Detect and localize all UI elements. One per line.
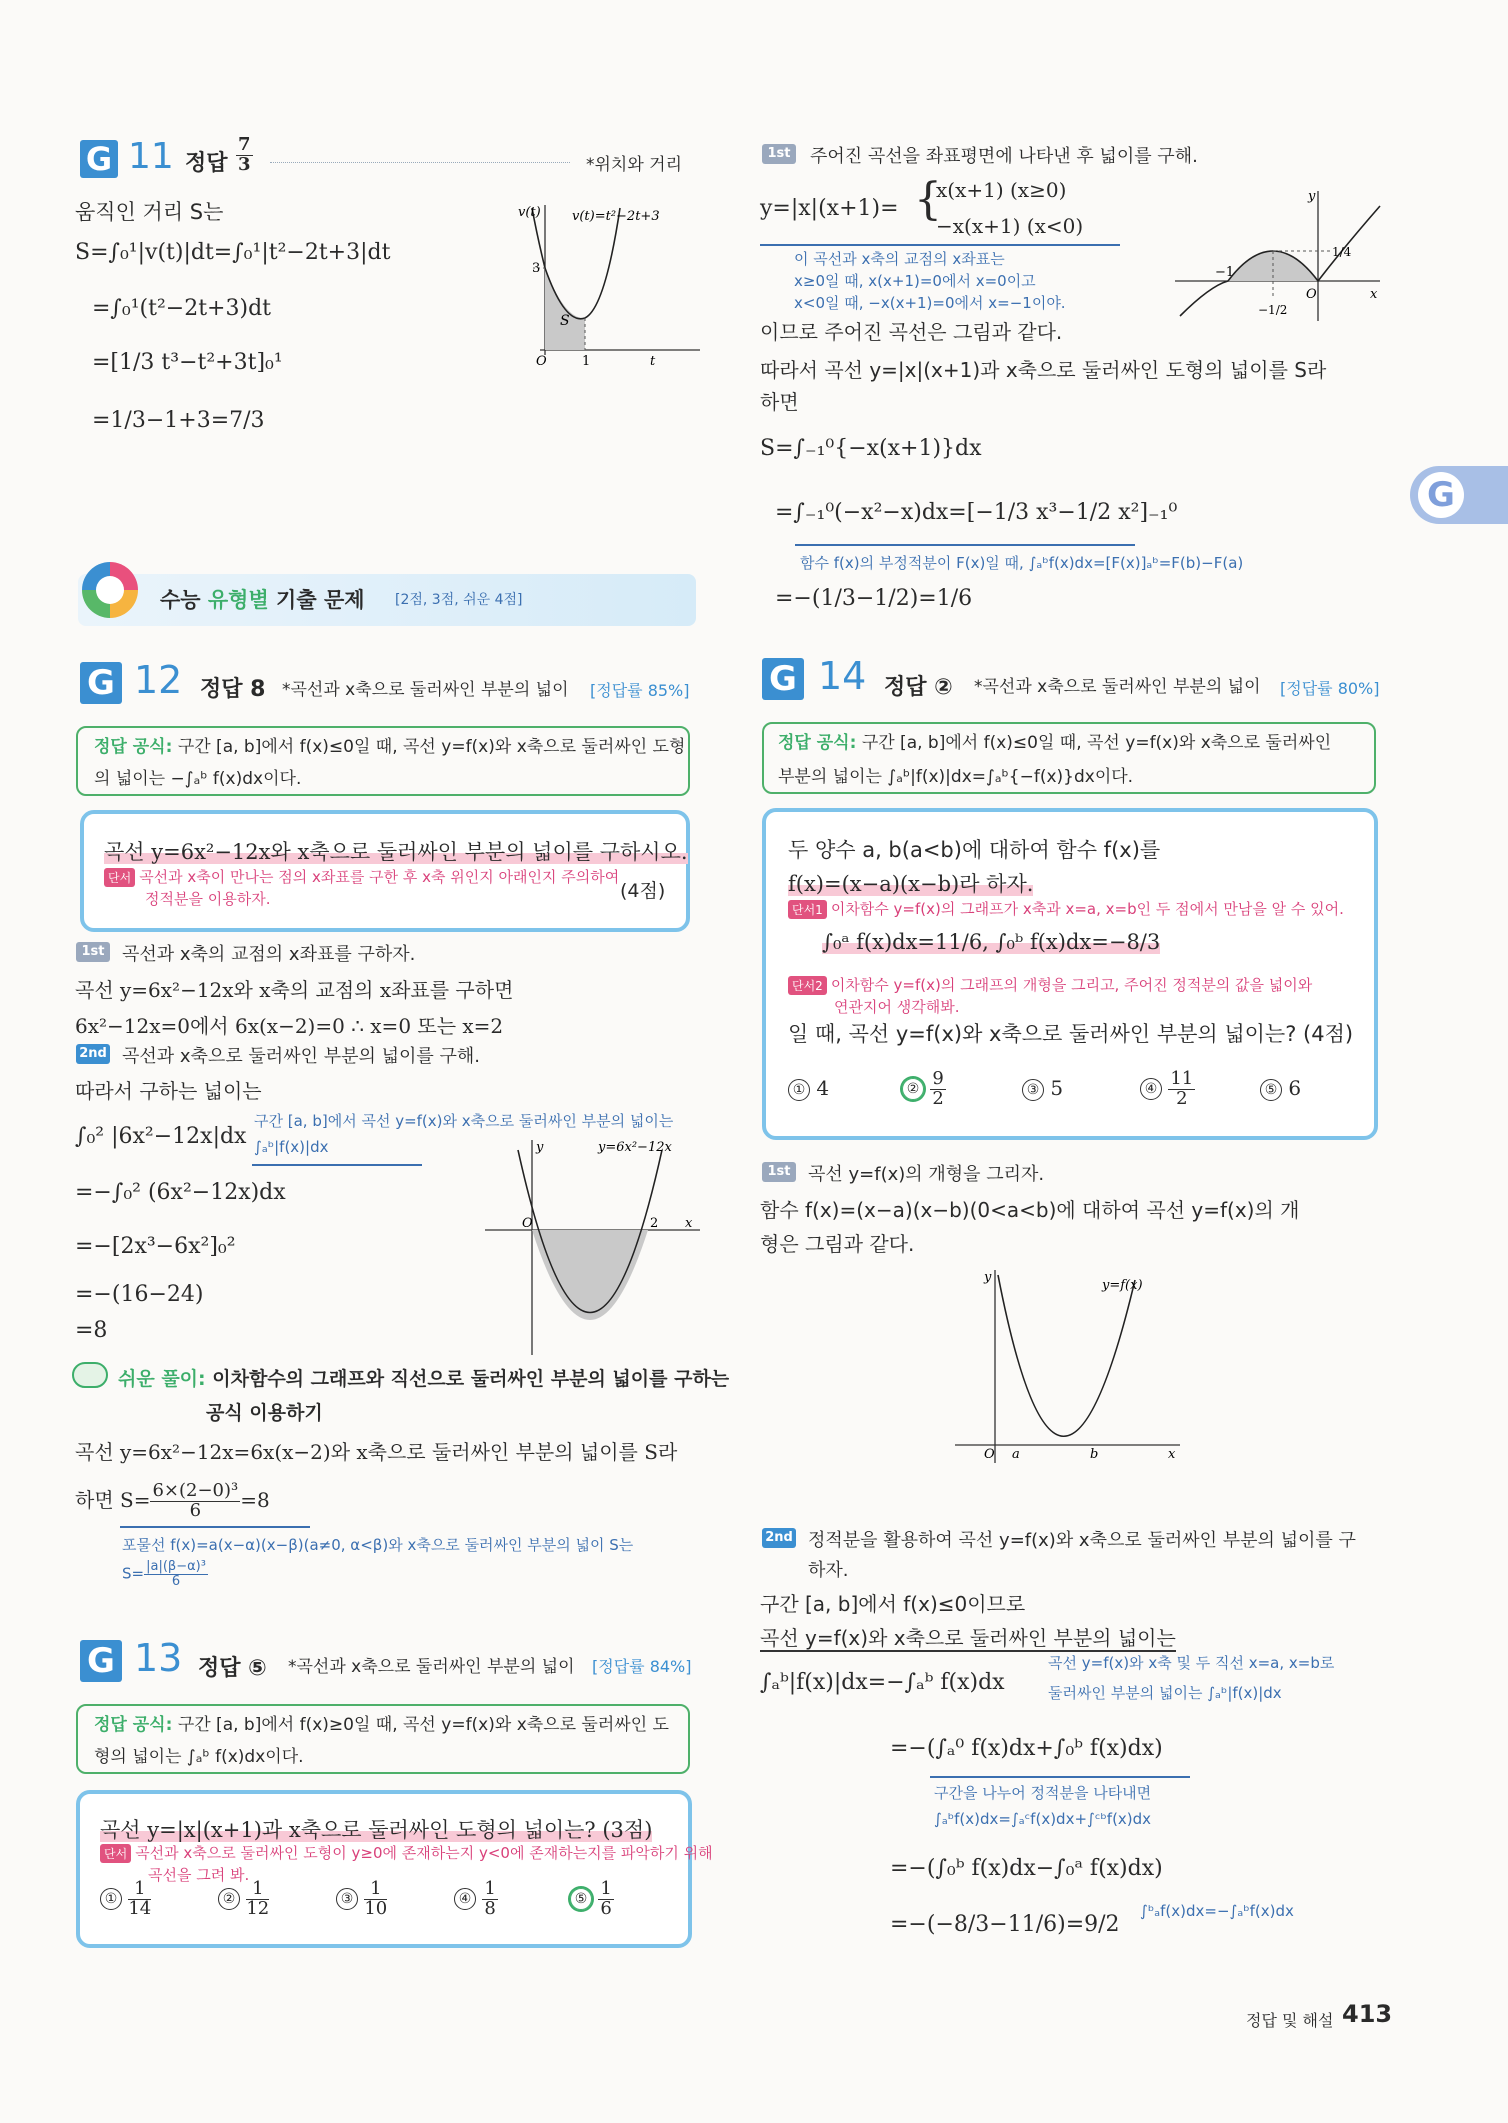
g13-formula-line2: 형의 넓이는 ∫ₐᵇ f(x)dx이다. [94, 1747, 304, 1767]
g12-calc-2: =−[2x³−6x²]₀² [75, 1234, 236, 1259]
g14-s2-line1: 구간 [a, b]에서 f(x)≤0이므로 [760, 1592, 1026, 1616]
g11-graph-1: 1 [582, 354, 591, 369]
g12-graph-x: x [685, 1216, 693, 1231]
rt-note-1: 이 곡선과 x축의 교점의 x좌표는 [794, 250, 1005, 268]
g13-question: 곡선 y=|x|(x+1)과 x축으로 둘러싸인 도형의 넓이는? (3점) [100, 1818, 653, 1842]
g14-formula-line2: 부분의 넓이는 ∫ₐᵇ|f(x)|dx=∫ₐᵇ{−f(x)}dx이다. [778, 767, 1134, 787]
g14-s1-line1: 함수 f(x)=(x−a)(x−b)(0<a<b)에 대하여 곡선 y=f(x)의 개 [760, 1198, 1300, 1222]
g11-answer-label: 정답 [185, 151, 228, 176]
g12-badge: G [80, 662, 122, 704]
g11-line-0: 움직인 거리 S는 [75, 200, 224, 224]
rt-step1: 주어진 곡선을 좌표평면에 나타낸 후 넓이를 구해. [810, 146, 1198, 167]
g14-s2-calc2-underline [930, 1776, 1190, 1778]
g14-hint1: 단서1 이차함수 y=f(x)의 그래프가 x축과 x=a, x=b인 두 점에서 만남을 알 수 있어. [788, 898, 1344, 919]
g12-line3: 따라서 구하는 넓이는 [75, 1079, 262, 1103]
g12-hint-line1: 단서 곡선과 x축이 만나는 점의 x좌표를 구한 후 x축 위인지 아래인지 주의하여 [104, 866, 619, 887]
g14-curve [998, 1275, 1135, 1436]
g11-line-3: =[1/3 t³−t²+3t]₀¹ [92, 350, 283, 375]
g12-easy-text2: 하면 S= $\frac{\text{6×(2−0)³}}{6}$ =8 [75, 1480, 270, 1521]
g12-graph-fn: y=6x²−12x [598, 1140, 672, 1155]
g14-graph-y: y [984, 1270, 992, 1285]
g12-line1: 곡선 y=6x²−12x와 x축의 교점의 x좌표를 구하면 [75, 978, 514, 1002]
g14-s2-note1-1: 곡선 y=f(x)와 x축 및 두 직선 x=a, x=b로 [1048, 1654, 1335, 1672]
g11-line-1: S=∫₀¹|v(t)|dt=∫₀¹|t²−2t+3|dt [75, 240, 391, 265]
rt-piece-2: −x(x+1) (x<0) [936, 214, 1084, 238]
g11-graph [510, 200, 710, 370]
rt-line1: 이므로 주어진 곡선은 그림과 같다. [760, 320, 1063, 344]
g12-easy-note1: 포물선 f(x)=a(x−α)(x−β)(a≠0, α<β)와 x축으로 둘러싸인 부분의 넓이 S는 [122, 1536, 634, 1554]
banner-title: 수능 유형별 기출 문제 [160, 588, 365, 612]
g14-hint2-line1: 단서2 이차함수 y=f(x)의 그래프의 개형을 그리고, 주어진 정적분의 값을 넓이와 [788, 974, 1312, 995]
g14-q3: ∫₀ᵃ f(x)dx=11/6, ∫₀ᵇ f(x)dx=−8/3 [822, 930, 1161, 954]
g12-formula-line1: 정답 공식: 구간 [a, b]에서 f(x)≤0일 때, 곡선 y=f(x)와 x축으로 둘러싸인 도형 [94, 737, 686, 757]
g12-easy-line2: 공식 이용하기 [206, 1402, 323, 1424]
g12-graph-2: 2 [650, 1216, 659, 1231]
g11-graph-o: O [536, 354, 547, 369]
g14-badge: G [762, 658, 804, 700]
g12-calc-1: =−∫₀² (6x²−12x)dx [75, 1180, 286, 1205]
rt-graph-y: y [1308, 189, 1316, 204]
g14-answer: 정답 ② [884, 675, 953, 700]
g13-choice-4[interactable]: ④ $\frac{1}{8}$ [454, 1880, 498, 1919]
g11-line-2: =∫₀¹(t²−2t+3)dt [92, 296, 271, 321]
g14-s2-note3: ∫ᵇₐf(x)dx=−∫ₐᵇf(x)dx [1140, 1902, 1294, 1920]
g14-rate: [정답률 80%] [1280, 679, 1380, 698]
g12-graph [480, 1135, 710, 1360]
g11-graph-t: t [650, 354, 656, 369]
g13-choice-2[interactable]: ② $\frac{1}{12}$ [218, 1880, 269, 1919]
rt-calc-underline [795, 544, 1135, 546]
rt-graph-o: O [1306, 287, 1317, 302]
g14-graph-o: O [984, 1447, 995, 1462]
g12-rate: [정답률 85%] [590, 681, 690, 700]
g12-number: 12 [134, 658, 183, 702]
g14-graph-x: x [1168, 1447, 1176, 1462]
g14-step1: 곡선 y=f(x)의 개형을 그리자. [808, 1164, 1045, 1185]
g14-q4: 일 때, 곡선 y=f(x)와 x축으로 둘러싸인 부분의 넓이는? (4점) [788, 1022, 1354, 1046]
rt-line2: 따라서 곡선 y=|x|(x+1)과 x축으로 둘러싸인 도형의 넓이를 S라 [760, 358, 1327, 382]
g12-hint-line2: 정적분을 이용하자. [145, 890, 271, 908]
g14-q2: f(x)=(x−a)(x−b)라 하자. [788, 872, 1034, 896]
g14-step1-tag: 1st [762, 1162, 796, 1182]
g14-graph-b: b [1090, 1447, 1099, 1462]
easy-glasses-icon [72, 1362, 108, 1388]
g12-line2: 6x²−12x=0에서 6x(x−2)=0 ∴ x=0 또는 x=2 [75, 1014, 504, 1038]
rt-calc-3: =−(1/3−1/2)=1/6 [775, 586, 973, 611]
rt-line3: 하면 [760, 390, 799, 414]
g12-easy-underline [120, 1526, 310, 1528]
g13-hint-line2: 곡선을 그려 봐. [148, 1866, 250, 1884]
g13-topic: *곡선과 x축으로 둘러싸인 부분의 넓이 [288, 1657, 575, 1677]
g12-easy-note2: S= $\frac{\text{|a|(β−α)³}}{6}$ [122, 1559, 206, 1589]
g13-choice-5[interactable]: ⑤ $\frac{1}{6}$ [570, 1880, 614, 1919]
g12-step1-tag: 1st [76, 942, 110, 962]
g12-step1: 곡선과 x축의 교점의 x좌표를 구하자. [122, 944, 416, 965]
g12-graph-o: O [522, 1216, 533, 1231]
g12-formula-line2: 의 넓이는 −∫ₐᵇ f(x)dx이다. [94, 769, 302, 789]
g11-topic: *위치와 거리 [586, 155, 683, 175]
g11-graph-ylabel: v(t) [518, 205, 541, 220]
side-tab[interactable] [1410, 466, 1508, 524]
g12-step2-tag: 2nd [76, 1044, 110, 1064]
g11-graph-fn: v(t)=t²−2t+3 [572, 209, 660, 224]
rt-note-2: x≥0일 때, x(x+1)=0에서 x=0이고 [794, 272, 1036, 290]
rt-graph-x: x [1370, 287, 1378, 302]
g13-badge: G [80, 1640, 122, 1682]
g12-area [532, 1230, 648, 1320]
g11-badge: G [80, 140, 118, 178]
rt-graph-neg1: −1 [1215, 265, 1235, 280]
g14-choice-5[interactable]: ⑤ 6 [1260, 1076, 1301, 1101]
rt-piece-lhs: y=|x|(x+1)= [760, 196, 899, 221]
g12-calc-4: =8 [75, 1318, 108, 1343]
g14-choice-4[interactable]: ④ $\frac{11}{2}$ [1140, 1070, 1195, 1109]
g14-s2-line2: 곡선 y=f(x)와 x축으로 둘러싸인 부분의 넓이는 [760, 1626, 1176, 1650]
g12-answer: 정답 8 [200, 677, 266, 702]
g13-choice-3[interactable]: ③ $\frac{1}{10}$ [336, 1880, 387, 1919]
g14-s2-calc2: =−(∫ₐ⁰ f(x)dx+∫₀ᵇ f(x)dx) [890, 1736, 1163, 1761]
rt-calc-note: 함수 f(x)의 부정적분이 F(x)일 때, ∫ₐᵇf(x)dx=[F(x)]ₐᵇ=F(b)−F(a) [800, 554, 1244, 572]
g14-graph [950, 1265, 1190, 1465]
g11-number: 11 [128, 136, 174, 177]
g12-question: 곡선 y=6x²−12x와 x축으로 둘러싸인 부분의 넓이를 구하시오. [104, 840, 688, 864]
g12-easy-text1: 곡선 y=6x²−12x=6x(x−2)와 x축으로 둘러싸인 부분의 넓이를 S라 [75, 1440, 678, 1464]
g11-header-dots [270, 162, 570, 163]
g12-easy-line1: 쉬운 풀이: 이차함수의 그래프와 직선으로 둘러싸인 부분의 넓이를 구하는 [118, 1368, 730, 1390]
banner-logo-icon [82, 562, 138, 618]
g12-calc-3: =−(16−24) [75, 1282, 204, 1307]
g14-s2-note1-2: 둘러싸인 부분의 넓이는 ∫ₐᵇ|f(x)|dx [1048, 1684, 1282, 1702]
rt-calc-1: S=∫₋₁⁰{−x(x+1)}dx [760, 436, 982, 461]
footer-label: 정답 및 해설 [1246, 2011, 1334, 2030]
g11-line-4: =1/3−1+3=7/3 [92, 408, 265, 433]
g14-s2-note2-1: 구간을 나누어 정적분을 나타내면 [934, 1784, 1152, 1802]
rt-graph [1170, 186, 1385, 326]
g14-q1: 두 양수 a, b(a<b)에 대하여 함수 f(x)를 [788, 838, 1161, 862]
g14-graph-fn: y=f(x) [1102, 1278, 1143, 1293]
g13-answer: 정답 ⑤ [198, 1656, 267, 1681]
g12-graph-y: y [536, 1140, 544, 1155]
g14-step2-line2: 하자. [808, 1560, 849, 1581]
g12-calc-note-underline [252, 1164, 422, 1166]
g14-s2-note2-2: ∫ₐᵇf(x)dx=∫ₐᶜf(x)dx+∫ᶜᵇf(x)dx [934, 1810, 1152, 1828]
footer-page-number: 413 [1342, 2000, 1393, 2028]
g14-step2-line1: 정적분을 활용하여 곡선 y=f(x)와 x축으로 둘러싸인 부분의 넓이를 구 [808, 1530, 1356, 1551]
rt-step1-tag: 1st [762, 144, 796, 164]
rt-graph-quarter: 1/4 [1332, 245, 1352, 259]
g13-rate: [정답률 84%] [592, 1657, 692, 1676]
rt-note-3: x<0일 때, −x(x+1)=0에서 x=−1이야. [794, 294, 1066, 312]
g14-choice-3[interactable]: ③ 5 [1022, 1076, 1063, 1101]
rt-calc-2: =∫₋₁⁰(−x²−x)dx=[−1/3 x³−1/2 x²]₋₁⁰ [775, 500, 1178, 525]
g12-step2: 곡선과 x축으로 둘러싸인 부분의 넓이를 구해. [122, 1046, 480, 1067]
g14-topic: *곡선과 x축으로 둘러싸인 부분의 넓이 [974, 677, 1261, 697]
g14-formula-line1: 정답 공식: 구간 [a, b]에서 f(x)≤0일 때, 곡선 y=f(x)와 x축으로 둘러싸인 [778, 733, 1332, 753]
g13-number: 13 [134, 1636, 183, 1680]
g11-answer-value: $\frac{7}{3}$ [238, 134, 251, 175]
rt-brace: { [914, 174, 942, 225]
rt-piece-underline [760, 244, 1120, 246]
g12-calc-note1: 구간 [a, b]에서 곡선 y=f(x)와 x축으로 둘러싸인 부분의 넓이는 [254, 1112, 674, 1130]
rt-graph-neghalf: −1/2 [1258, 303, 1288, 317]
g14-choice-1[interactable]: ① 4 [788, 1076, 829, 1101]
g14-graph-a: a [1012, 1447, 1020, 1462]
g12-calc-note2: ∫ₐᵇ|f(x)|dx [254, 1138, 329, 1156]
side-tab-label: G [1418, 472, 1464, 518]
g11-graph-s: S [560, 313, 570, 329]
g14-step2-tag: 2nd [762, 1528, 796, 1548]
g12-calc-0: ∫₀² |6x²−12x|dx [75, 1124, 247, 1149]
g14-choice-2[interactable]: ② $\frac{9}{2}$ [902, 1070, 946, 1109]
rt-piece-1: x(x+1) (x≥0) [936, 178, 1067, 202]
g13-formula-line1: 정답 공식: 구간 [a, b]에서 f(x)≥0일 때, 곡선 y=f(x)와 x축으로 둘러싸인 도 [94, 1715, 669, 1735]
g14-s2-calc3: =−(∫₀ᵇ f(x)dx−∫₀ᵃ f(x)dx) [890, 1856, 1163, 1881]
g13-hint-line1: 단서 곡선과 x축으로 둘러싸인 도형이 y≥0에 존재하는지 y<0에 존재하는지를 파악하기 위해 [100, 1842, 713, 1863]
g13-choice-1[interactable]: ① $\frac{1}{14}$ [100, 1880, 151, 1919]
g14-number: 14 [818, 654, 867, 698]
g12-points: (4점) [620, 880, 666, 902]
g14-hint2-line2: 연관지어 생각해봐. [834, 998, 960, 1016]
g11-graph-3: 3 [532, 261, 541, 276]
g14-s1-line2: 형은 그림과 같다. [760, 1232, 915, 1256]
g14-s2-calc1: ∫ₐᵇ|f(x)|dx=−∫ₐᵇ f(x)dx [760, 1670, 1005, 1695]
banner-sub: [2점, 3점, 쉬운 4점] [395, 592, 523, 608]
g12-topic: *곡선과 x축으로 둘러싸인 부분의 넓이 [282, 680, 569, 700]
g14-s2-calc4: =−(−8/3−11/6)=9/2 [890, 1912, 1120, 1937]
